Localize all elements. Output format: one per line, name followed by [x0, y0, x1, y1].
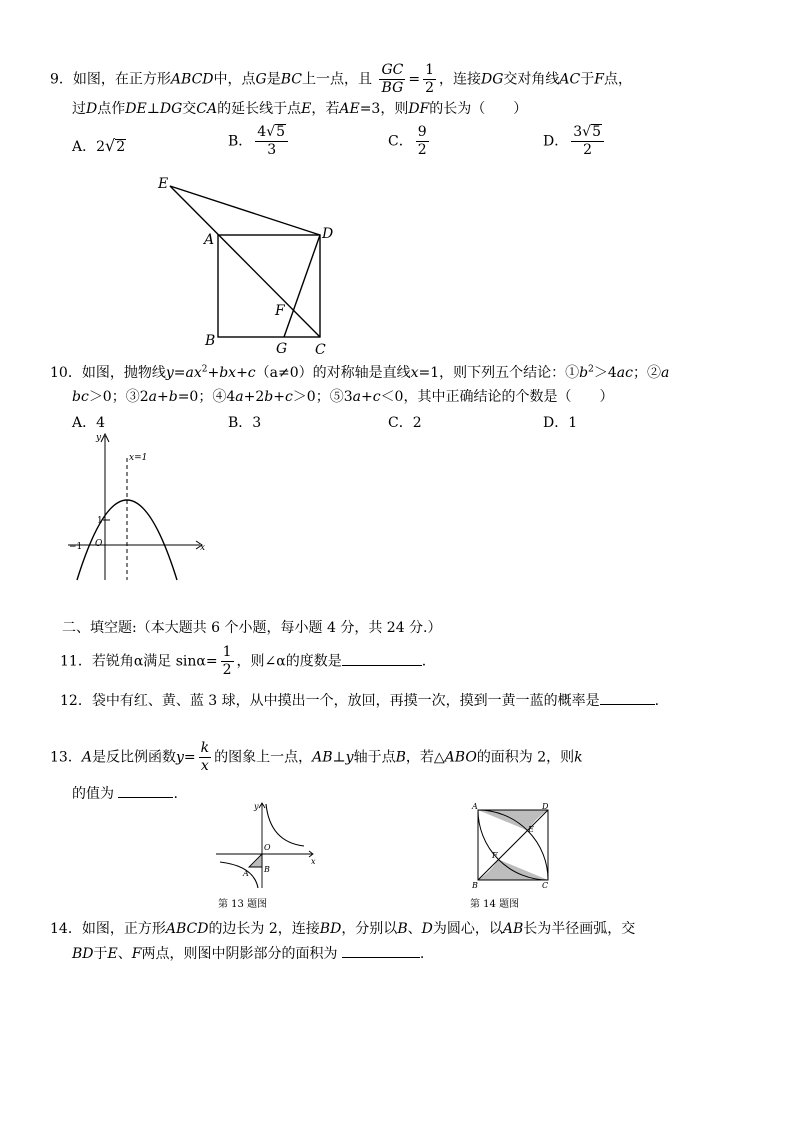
q9-segment-ed	[170, 186, 320, 235]
q9-option-c: C． $\frac{9}{2}$	[388, 124, 427, 158]
q13-label-b: B	[264, 865, 270, 874]
q11-line: 11．若锐角α满足 sinα= $\frac{1}{2}$ ，则∠α的度数是 .	[60, 644, 427, 678]
q14-label-f: F	[492, 851, 498, 860]
q10-option-a: A．4	[72, 415, 106, 431]
q9-figure	[150, 172, 350, 362]
q14-line2: BD于E、F两点，则图中阴影部分的面积为 .	[72, 943, 424, 963]
q10-label-y: y	[96, 433, 102, 443]
q9-label-e: E	[158, 176, 169, 192]
q10-figure	[60, 428, 220, 588]
q14-answer-blank[interactable]	[342, 943, 420, 958]
q13-line1: 13．A是反比例函数y= $\frac{k}{x}$ 的图象上一点，AB⊥y轴于点B，若△ABO的面积为 2，则k	[50, 740, 583, 774]
q10-option-d: D．1	[543, 415, 578, 431]
q9-label-c: C	[315, 342, 326, 358]
q14-label-e: E	[528, 825, 534, 834]
q14-label-b: B	[472, 881, 478, 888]
q14-label-c: C	[542, 881, 549, 888]
q9-option-b: B． $\frac{4√5}{3}$	[228, 124, 291, 159]
q14-figure	[470, 802, 550, 888]
q10-label-neg1: −1	[69, 542, 83, 552]
q9-option-a: A．2√2	[72, 136, 126, 155]
q11-answer-blank[interactable]	[342, 651, 422, 666]
q9-label-g: G	[276, 341, 288, 357]
q13-label-x: x	[311, 857, 316, 866]
q10-label-one: 1	[97, 516, 103, 526]
q13-curve-q1	[266, 804, 304, 846]
q10-line2: bc＞0；③2a+b=0；④4a+2b+c＞0；⑤3a+c＜0，其中正确结论的个数是（ ）	[72, 389, 614, 405]
q10-line1: 10．如图，抛物线$y=ax^2+bx+c(a\ne 0)$的对称轴是直线x=1，则下列五个结论：$①b^2>4ac$；②a	[50, 364, 670, 381]
q10-label-origin: O	[95, 539, 103, 549]
q9-label-b: B	[205, 333, 216, 349]
q14-line1: 14．如图，正方形ABCD的边长为 2，连接BD，分别以B、D为圆心，以AB长为半径画弧，交	[50, 921, 636, 937]
q14-label-d: D	[542, 802, 549, 811]
q10-option-b: B．3	[228, 415, 262, 431]
q12-line: 12．袋中有红、黄、蓝 3 球，从中摸出一个，放回，再摸一次，摸到一黄一蓝的概率是 .	[60, 690, 659, 710]
q13-line2: 的值为 .	[72, 783, 178, 803]
q9-line1: 9．如图，在正方形ABCD中，点G是BC上一点，且 $\frac{GC}{BG}$ = $\frac{1}{2}$ ，连接DG交对角线AC于F点，	[50, 62, 632, 96]
q9-label-a: A	[204, 232, 215, 248]
q9-ratio-fraction: $\frac{GC}{BG}$	[381, 62, 404, 96]
q9-label-d: D	[322, 226, 334, 242]
q14-figure-caption: 第 14 题图	[470, 899, 520, 910]
section-2-heading: 二、填空题:（本大题共 6 个小题，每小题 4 分，共 24 分.）	[62, 620, 442, 636]
q9-option-d: D． $\frac{3√5}{2}$	[543, 124, 607, 159]
q10-option-c: C．2	[388, 415, 422, 431]
q13-shaded-triangle	[249, 854, 262, 867]
q13-figure-caption: 第 13 题图	[218, 899, 268, 910]
q9-half-fraction: $\frac{1}{2}$	[425, 62, 434, 96]
q12-answer-blank[interactable]	[600, 690, 655, 705]
q10-label-symmetry: x=1	[129, 453, 148, 463]
q13-label-o: O	[264, 843, 271, 852]
q9-diagonal-ec	[170, 186, 320, 337]
q13-fraction: $\frac{k}{x}$	[200, 740, 210, 774]
q13-answer-blank[interactable]	[118, 783, 173, 798]
q13-label-y: y	[254, 802, 259, 811]
q11-fraction: $\frac{1}{2}$	[222, 644, 232, 678]
q10-label-x: x	[200, 543, 206, 553]
q13-figure	[212, 800, 332, 890]
q9-segment-dg	[284, 235, 320, 337]
q10-parabola	[77, 500, 177, 580]
q13-label-a: A	[243, 869, 249, 878]
q9-label-f: F	[275, 303, 285, 319]
q14-label-a: A	[472, 802, 478, 811]
q9-line2: 过D点作DE⊥DG交CA的延长线于点E，若AE=3，则DF的长为（ ）	[72, 101, 528, 117]
